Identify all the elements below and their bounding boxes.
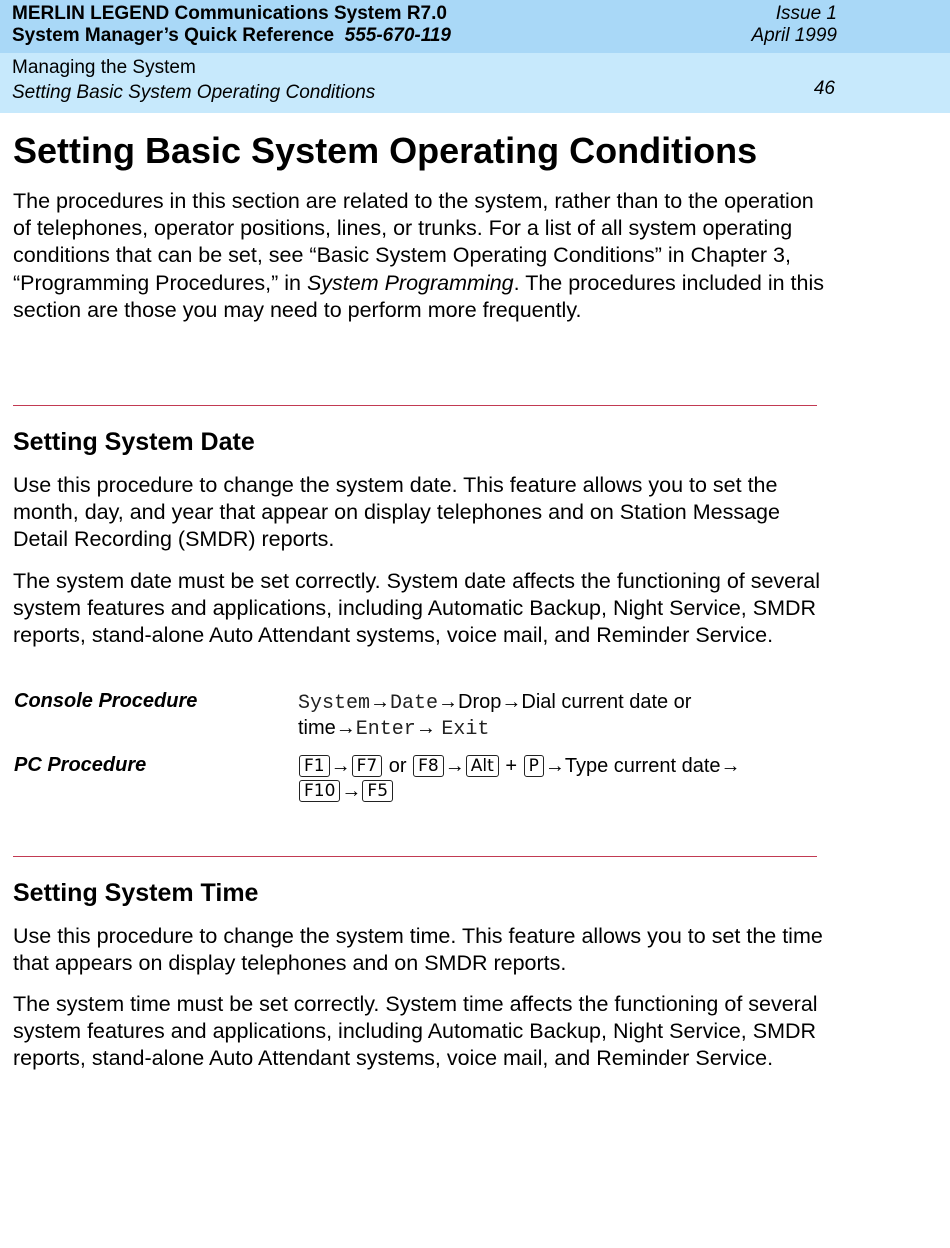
issue-date: April 1999 [751, 25, 837, 46]
pc-procedure-label: PC Procedure [14, 754, 147, 776]
type-date-text: Type current date [564, 755, 721, 777]
doc-subtitle-line [12, 25, 451, 47]
section-divider-date [13, 405, 817, 406]
or-text: or [388, 755, 407, 777]
key-f5: F5 [362, 780, 393, 802]
console-step-exit: Exit [441, 718, 490, 741]
arrow-icon: → [720, 755, 741, 777]
console-step-enter: Enter [355, 718, 416, 741]
page-title: Setting Basic System Operating Conditions [13, 130, 758, 171]
key-f1: F1 [299, 755, 330, 777]
section-divider-time [13, 856, 817, 857]
doc-subtitle: System Manager’s Quick Reference [12, 25, 335, 46]
intro-paragraph [13, 188, 833, 324]
arrow-icon: → [330, 755, 351, 777]
plus-text: + [505, 755, 518, 777]
time-paragraph-1: Use this procedure to change the system time. This feature allows you to set the time that appears on display telephones and on SMDR reports. [13, 924, 823, 976]
arrow-icon: → [438, 691, 459, 713]
console-procedure-steps [298, 690, 758, 742]
arrow-icon: → [415, 717, 436, 739]
arrow-icon: → [544, 755, 565, 777]
intro-text-1: The procedures in this section are related to the system, rather than to the operation of telephones, operator positions, lines, or trunks. For a list of all system operating conditions that can be set, see “Basic System Operating Conditions” in Chapter 3, “Programming Procedures,” in [13, 189, 814, 295]
arrow-icon: → [341, 780, 362, 802]
key-p: P [524, 755, 544, 777]
date-heading: Setting System Date [13, 428, 255, 456]
page-number: 46 [813, 78, 835, 99]
pc-procedure-steps [298, 754, 758, 804]
date-paragraph-2: The system date must be set correctly. System date affects the functioning of several system features and applications, including Automatic Backup, Night Service, SMDR reports, stand-alone Auto Attendant systems, voice mail, and Reminder Service. [13, 569, 821, 648]
issue-label: Issue 1 [775, 3, 837, 24]
time-paragraph-2: The system time must be set correctly. System time affects the functioning of several system features and applications, including Automatic Backup, Night Service, SMDR reports, stand-alone Auto Attendant systems, voice mail, and Reminder Service. [13, 992, 818, 1071]
console-step-dial: Dial current date or time [298, 691, 692, 739]
doc-title: MERLIN LEGEND Communications System R7.0 [12, 3, 447, 24]
key-f8: F8 [413, 755, 444, 777]
arrow-icon: → [335, 717, 356, 739]
console-step-system: System [298, 692, 371, 715]
arrow-icon: → [444, 755, 465, 777]
key-f10: F10 [299, 780, 340, 802]
console-step-drop: Drop [458, 691, 502, 713]
doc-number: 555-670-119 [344, 25, 452, 46]
console-step-date: Date [390, 692, 439, 715]
arrow-icon: → [370, 691, 391, 713]
date-paragraph-1: Use this procedure to change the system date. This feature allows you to set the month, day, and year that appear on display telephones and on Station Message Detail Recording (SMDR) reports. [13, 473, 780, 552]
key-f7: F7 [352, 755, 383, 777]
intro-text-2: . The procedures included in this section are those you may need to perform more frequently. [13, 270, 824, 322]
time-heading: Setting System Time [13, 879, 259, 907]
console-procedure-label: Console Procedure [14, 690, 198, 712]
chapter-name: Managing the System [12, 57, 196, 78]
arrow-icon: → [501, 691, 522, 713]
key-alt: Alt [466, 755, 499, 777]
section-name: Setting Basic System Operating Conditions [12, 82, 376, 103]
intro-book-title: System Programming [306, 270, 514, 295]
